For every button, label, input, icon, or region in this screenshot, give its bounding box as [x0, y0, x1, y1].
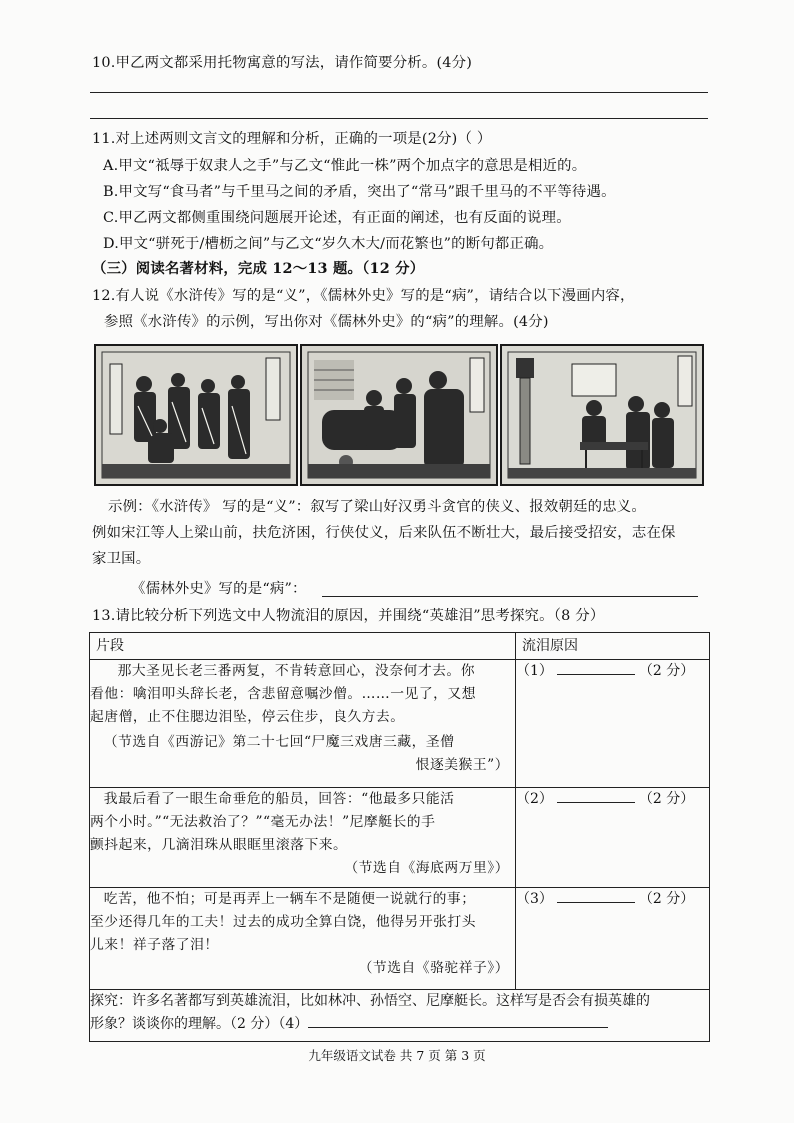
- q11-option-a: A.甲文“祗辱于奴隶人之手”与乙文“惟此一株”两个加点字的意思是相近的。: [103, 158, 587, 174]
- q12-example-line-2: 例如宋江等人上梁山前，扶危济困，行侠仗义，后来队伍不断壮大，最后接受招安，志在保: [92, 525, 676, 541]
- q10-prompt: 10.甲乙两文都采用托物寓意的写法，请作简要分析。(4分): [92, 55, 473, 71]
- q13-reason-3-blank[interactable]: [557, 888, 635, 903]
- q13-excerpt-1: 那大圣见长老三番两复，不肯转意回心，没奈何才去。你 看他：噙泪叩头辞长老，含悲留意嘱沙僧。……一见了，又想 起唐僧，止不住腮边泪坠，停云住步，良久方去。 （节选自《西游记》第二十七回“尸魔三戏唐三藏，圣僧 恨逐美猴王”）: [90, 660, 516, 788]
- q13-reason-1-blank[interactable]: [557, 660, 635, 675]
- q13-explore-line-1: 探究：许多名著都写到英雄流泪，比如林冲、孙悟空、尼摩艇长。这样写是否会有损英雄的: [90, 993, 650, 1009]
- q13-header-reason: 流泪原因: [516, 633, 710, 660]
- q13-reason-2[interactable]: （2） （2 分）: [516, 788, 710, 888]
- q12-example-line-1: 示例：《水浒传》 写的是“义”：叙写了梁山好汉勇斗贪官的侠义、报效朝廷的忠义。: [108, 499, 646, 515]
- page-footer: 九年级语文试卷 共 7 页 第 3 页: [308, 1048, 486, 1063]
- q13-explore-answer-blank[interactable]: [308, 1013, 608, 1028]
- q13-reason-3[interactable]: （3） （2 分）: [516, 888, 710, 990]
- q12-answer-prompt: 《儒林外史》写的是“病”：: [131, 581, 307, 597]
- q13-header-excerpt: 片段: [90, 633, 516, 660]
- q13-excerpt-2: 我最后看了一眼生命垂危的船员，回答：“他最多只能活 两个小时。”“无法救治了？”“毫无办法！”尼摩艇长的手 颤抖起来，几滴泪珠从眼眶里滚落下来。 （节选自《海底两万里》）: [90, 788, 516, 888]
- q11-stem: 11.对上述两则文言文的理解和分析，正确的一项是(2分)（ ）: [92, 131, 492, 147]
- q13-stem: 13.请比较分析下列选文中人物流泪的原因，并围绕“英雄泪”思考探究。（8 分）: [92, 608, 605, 624]
- q11-option-d: D.甲文“骈死于/槽枥之间”与乙文“岁久木大/而花繁也”的断句都正确。: [103, 236, 554, 252]
- q12-example-line-3: 家卫国。: [92, 551, 151, 567]
- q10-answer-line-2[interactable]: [90, 118, 708, 119]
- q13-excerpt-3: 吃苦，他不怕；可是再弄上一辆车不是随便一说就行的事； 至少还得几年的工夫！过去的成功全算白饶，他得另开张打头 儿来！祥子落了泪！ （节选自《骆驼祥子》）: [90, 888, 516, 990]
- section-3-title: （三）阅读名著材料，完成 12～13 题。（12 分）: [92, 260, 425, 277]
- q13-reason-2-blank[interactable]: [557, 788, 635, 803]
- q12-stem-line-1: 12.有人说《水浒传》写的是“义”，《儒林外史》写的是“病”，请结合以下漫画内容，: [92, 288, 635, 304]
- q13-reason-1[interactable]: （1） （2 分）: [516, 660, 710, 788]
- q12-answer-line[interactable]: [322, 596, 698, 597]
- q10-answer-line-1[interactable]: [90, 92, 708, 93]
- q13-explore: [90, 990, 710, 1042]
- q12-stem-line-2: 参照《水浒传》的示例，写出你对《儒林外史》的“病”的理解。(4分): [104, 314, 549, 330]
- q11-option-c: C.甲乙两文都侧重围绕问题展开论述，有正面的阐述，也有反面的说理。: [103, 210, 571, 226]
- q11-option-b: B.甲文写“食马者”与千里马之间的矛盾，突出了“常马”跟千里马的不平等待遇。: [103, 184, 616, 200]
- comic-panel-1: [94, 344, 298, 486]
- comic-panel-2: [300, 344, 498, 486]
- q13-table: [89, 632, 710, 1042]
- comic-panel-3: [500, 344, 704, 486]
- q13-explore-line-2: 形象？谈谈你的理解。（2 分）（4）: [90, 1016, 309, 1032]
